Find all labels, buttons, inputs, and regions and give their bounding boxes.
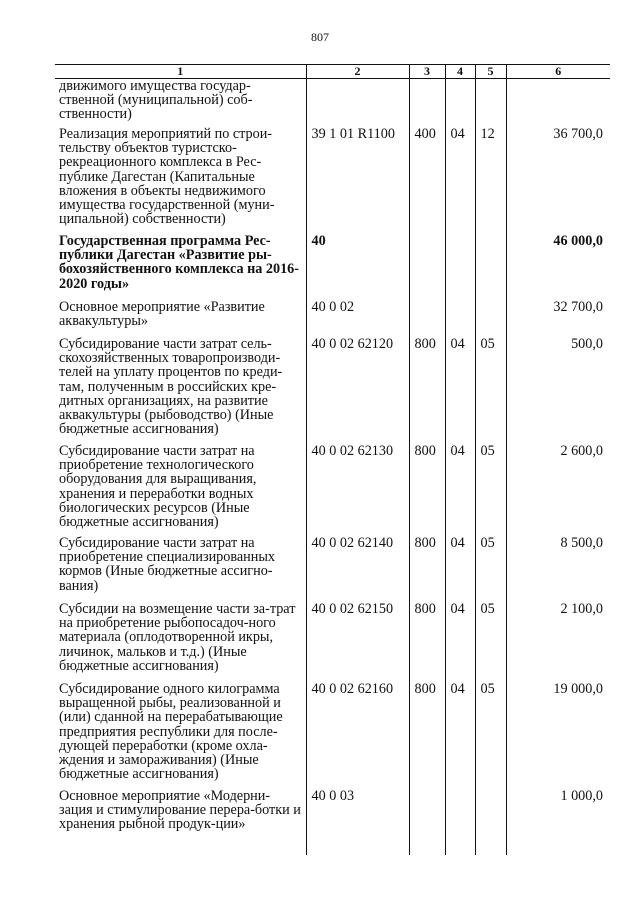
cell-name: Реализация мероприятий по строи-тельству объектов туристско-рекреационного комплекса в Рес-публике Дагестан (Капитальные вложения в объекты недвижимого имущества государственной (муни-ципальной) собственности)	[55, 127, 306, 234]
cell-rz: 04	[445, 127, 475, 234]
cell-code: 40	[306, 234, 409, 300]
table-row	[55, 127, 610, 234]
cell-name: движимого имущества государ-ственной (муниципальной) соб-ственности)	[55, 79, 306, 128]
cell-amount: 2 100,0	[506, 602, 610, 682]
cell-amount: 2 600,0	[506, 444, 610, 536]
budget-table	[55, 64, 610, 855]
cell-name: Основное мероприятие «Модерни-зация и стимулирование перера-ботки и хранения рыбной продук-ции»	[55, 789, 306, 855]
table-row	[55, 444, 610, 536]
table-row	[55, 234, 610, 300]
cell-pr: 05	[475, 536, 506, 602]
cell-code: 40 0 02 62150	[306, 602, 409, 682]
cell-pr	[475, 79, 506, 128]
cell-name: Субсидии на возмещение части за-трат на приобретение рыбопосадоч-ного материала (оплодотворенной икры, личинок, мальков и т.д.) (Иные бюджетные ассигнования)	[55, 602, 306, 682]
cell-amount	[506, 79, 610, 128]
cell-pr: 05	[475, 444, 506, 536]
cell-vr: 800	[409, 536, 445, 602]
cell-pr	[475, 300, 506, 337]
table-header	[55, 65, 610, 79]
cell-pr: 05	[475, 682, 506, 789]
header-cell-pr: 5	[475, 65, 506, 79]
table-row	[55, 337, 610, 444]
cell-vr: 800	[409, 444, 445, 536]
cell-rz: 04	[445, 536, 475, 602]
cell-vr	[409, 79, 445, 128]
table-row	[55, 300, 610, 337]
page-number: 807	[311, 30, 329, 44]
table-row	[55, 789, 610, 855]
cell-code	[306, 79, 409, 128]
cell-amount: 1 000,0	[506, 789, 610, 855]
cell-rz	[445, 789, 475, 855]
table-row	[55, 602, 610, 682]
cell-amount: 500,0	[506, 337, 610, 444]
header-cell-name: 1	[55, 65, 306, 79]
cell-vr: 800	[409, 337, 445, 444]
cell-vr: 800	[409, 682, 445, 789]
cell-amount: 19 000,0	[506, 682, 610, 789]
cell-name: Основное мероприятие «Развитие аквакультуры»	[55, 300, 306, 337]
table-body	[55, 79, 610, 856]
header-cell-amount: 6	[506, 65, 610, 79]
cell-rz	[445, 300, 475, 337]
cell-code: 40 0 02	[306, 300, 409, 337]
cell-amount: 8 500,0	[506, 536, 610, 602]
cell-code: 40 0 02 62130	[306, 444, 409, 536]
header-cell-rz: 4	[445, 65, 475, 79]
cell-rz	[445, 79, 475, 128]
header-cell-code: 2	[306, 65, 409, 79]
cell-pr: 05	[475, 337, 506, 444]
cell-name: Субсидирование части затрат на приобретение специализированных кормов (Иные бюджетные ассигно-вания)	[55, 536, 306, 602]
table-row	[55, 536, 610, 602]
cell-amount: 46 000,0	[506, 234, 610, 300]
cell-vr	[409, 234, 445, 300]
cell-pr: 12	[475, 127, 506, 234]
cell-rz: 04	[445, 444, 475, 536]
cell-rz: 04	[445, 337, 475, 444]
cell-vr	[409, 300, 445, 337]
cell-pr: 05	[475, 602, 506, 682]
cell-name: Субсидирование одного килограмма выращенной рыбы, реализованной и (или) сданной на перерабатывающие предприятия республики для после-дующей переработки (кроме охла-ждения и замораживания) (Иные бюджетные ассигнования)	[55, 682, 306, 789]
cell-amount: 36 700,0	[506, 127, 610, 234]
cell-rz: 04	[445, 682, 475, 789]
cell-code: 40 0 02 62140	[306, 536, 409, 602]
cell-pr	[475, 789, 506, 855]
cell-amount: 32 700,0	[506, 300, 610, 337]
cell-name: Субсидирование части затрат на приобретение технологического оборудования для выращивания, хранения и переработки водных биологических ресурсов (Иные бюджетные ассигнования)	[55, 444, 306, 536]
cell-name: Государственная программа Рес-публики Дагестан «Развитие ры-бохозяйственного комплекса на 2016-2020 годы»	[55, 234, 306, 300]
cell-vr: 800	[409, 602, 445, 682]
cell-rz	[445, 234, 475, 300]
header-row	[55, 65, 610, 79]
cell-name: Субсидирование части затрат сель-скохозяйственных товаропроизводи-телей на уплату процентов по креди-там, полученным в российских кре-дитных организациях, на развитие аквакультуры (рыбоводство) (Иные бюджетные ассигнования)	[55, 337, 306, 444]
header-cell-vr: 3	[409, 65, 445, 79]
cell-code: 40 0 02 62160	[306, 682, 409, 789]
table-row	[55, 79, 610, 128]
cell-rz: 04	[445, 602, 475, 682]
cell-pr	[475, 234, 506, 300]
table-row	[55, 682, 610, 789]
cell-vr: 400	[409, 127, 445, 234]
cell-code: 39 1 01 R1100	[306, 127, 409, 234]
cell-code: 40 0 02 62120	[306, 337, 409, 444]
cell-vr	[409, 789, 445, 855]
cell-code: 40 0 03	[306, 789, 409, 855]
